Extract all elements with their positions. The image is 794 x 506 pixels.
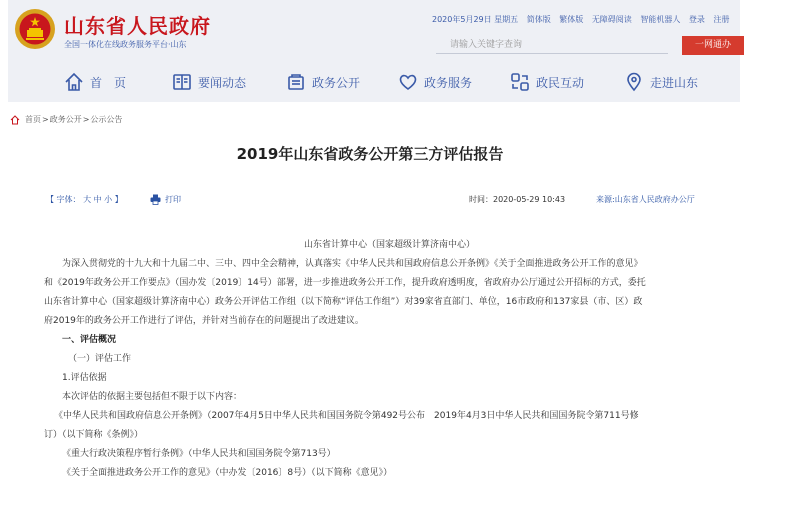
portal-button[interactable]: 一网通办 xyxy=(682,36,744,55)
nav-item-gov-service[interactable] xyxy=(398,70,472,94)
paragraph: 和《2019年政务公开工作要点》（国办发〔2019〕14号）部署，进一步推进政务公开工作，提升政府透明度，省政府办公厅通过公开招标的方式，委托 xyxy=(44,278,646,288)
nav-label: 首 页 xyxy=(90,75,127,90)
breadcrumb-separator: > xyxy=(42,115,49,124)
article-author: 山东省计算中心（国家超级计算济南中心） xyxy=(303,240,475,250)
nav-item-news[interactable] xyxy=(172,70,246,94)
link-login[interactable]: 登录 xyxy=(688,15,705,24)
breadcrumb-gov-open[interactable]: 政务公开 xyxy=(49,115,82,124)
interaction-icon xyxy=(510,72,530,92)
paragraph: 《中华人民共和国政府信息公开条例》（2007年4月5日中华人民共和国国务院令第492号公布 2019年4月3日中华人民共和国国务院令第711号修 xyxy=(54,411,639,421)
paragraph: 本次评估的依据主要包括但不限于以下内容： xyxy=(62,392,243,402)
breadcrumb-home[interactable]: 首页 xyxy=(25,115,41,124)
breadcrumb-notice[interactable]: 公示公告 xyxy=(90,115,123,124)
paragraph: 1.评估依据 xyxy=(62,373,107,383)
site-header xyxy=(8,0,740,102)
breadcrumb xyxy=(10,114,122,125)
news-book-icon xyxy=(172,72,192,92)
main-nav xyxy=(52,70,752,94)
link-simplified[interactable]: 简体版 xyxy=(526,15,551,24)
publish-time: 时间：2020-05-29 10:43 xyxy=(469,194,566,204)
nav-label: 政民互动 xyxy=(536,75,585,90)
nav-item-interaction[interactable] xyxy=(510,70,584,94)
link-traditional[interactable]: 繁体版 xyxy=(559,15,584,24)
document-icon xyxy=(286,72,306,92)
paragraph: 为深入贯彻党的十九大和十九届二中、三中、四中全会精神，认真落实《中华人民共和国政府信息公开条例》《关于全面推进政务公开工作的意见》 xyxy=(62,259,643,269)
site-subtitle: 全国一体化在线政务服务平台·山东 xyxy=(64,40,187,49)
nav-item-gov-open[interactable] xyxy=(286,70,360,94)
heart-icon xyxy=(398,72,418,92)
link-robot[interactable]: 智能机器人 xyxy=(640,15,681,24)
top-links xyxy=(432,14,735,25)
subsection-heading: （一）评估工作 xyxy=(68,354,132,364)
nav-label: 政务服务 xyxy=(424,75,473,90)
paragraph: 订）（以下简称《条例》） xyxy=(44,430,144,440)
print-button[interactable] xyxy=(150,193,181,205)
nav-label: 政务公开 xyxy=(312,75,361,90)
breadcrumb-separator: > xyxy=(82,115,90,124)
font-size-control[interactable]: 【 字体： 大 中 小 】 xyxy=(46,194,123,204)
nav-label: 走进山东 xyxy=(650,75,699,90)
section-heading: 一、评估概况 xyxy=(62,335,117,345)
nav-item-home[interactable] xyxy=(64,70,126,94)
link-register[interactable]: 注册 xyxy=(713,15,730,24)
nav-item-shandong[interactable] xyxy=(624,70,698,94)
site-title[interactable]: 山东省人民政府 xyxy=(64,14,211,38)
home-icon[interactable] xyxy=(10,115,20,125)
nav-label: 要闻动态 xyxy=(198,75,247,90)
printer-icon xyxy=(150,194,161,205)
national-emblem-icon[interactable] xyxy=(14,8,56,50)
search-input[interactable] xyxy=(436,36,668,54)
location-icon xyxy=(624,72,644,92)
paragraph: 《关于全面推进政务公开工作的意见》（中办发〔2016〕8号）（以下简称《意见》） xyxy=(62,468,393,478)
current-date: 2020年5月29日 星期五 xyxy=(432,15,519,24)
paragraph: 《重大行政决策程序暂行条例》（中华人民共和国国务院令第713号） xyxy=(62,449,336,459)
home-icon xyxy=(64,72,84,92)
print-label: 打印 xyxy=(165,194,181,204)
article-title: 2019年山东省政务公开第三方评估报告 xyxy=(236,145,504,163)
paragraph: 山东省计算中心（国家超级计算济南中心）政务公开评估工作组（以下简称“评估工作组”）对39家省直部门、单位，16市政府和137家县（市、区）政 xyxy=(44,297,643,307)
article-source: 来源:山东省人民政府办公厅 xyxy=(596,194,695,204)
paragraph: 府2019年的政务公开工作进行了评估，并针对当前存在的问题提出了改进建议。 xyxy=(44,316,364,326)
link-accessibility[interactable]: 无障碍阅读 xyxy=(591,15,632,24)
article-body xyxy=(44,236,717,483)
